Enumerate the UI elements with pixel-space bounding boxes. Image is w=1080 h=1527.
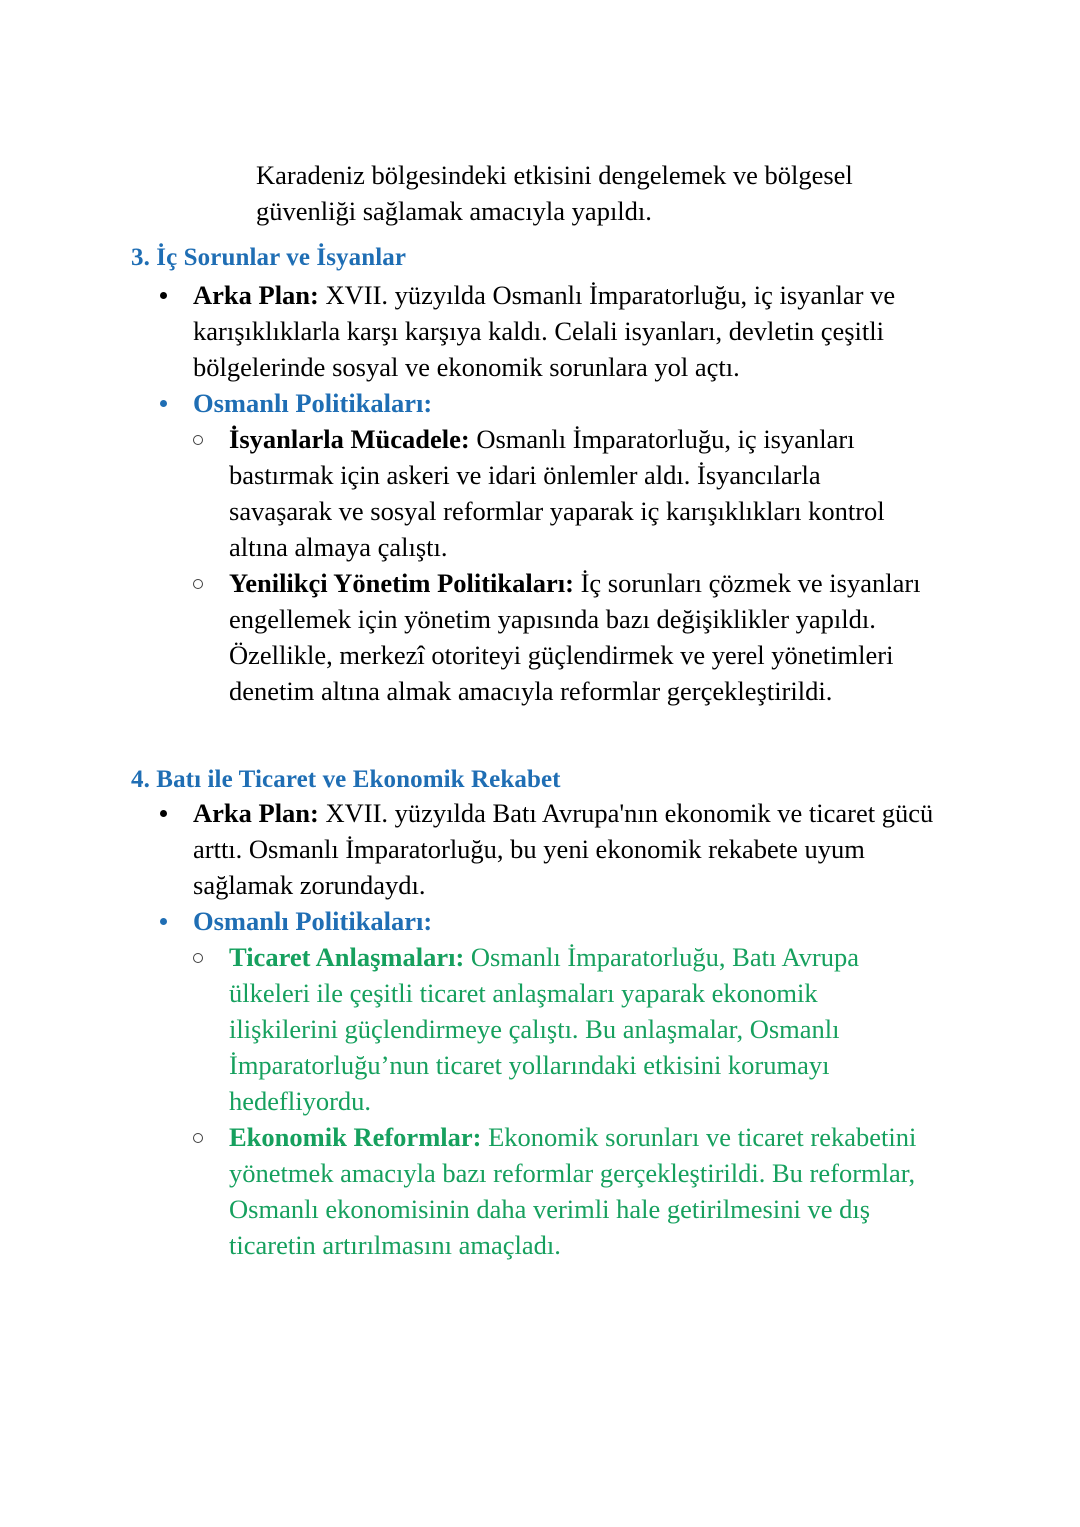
bullet-label: Arka Plan:	[193, 798, 319, 828]
section-heading-4: 4. Batı ile Ticaret ve Ekonomik Rekabet	[131, 765, 561, 793]
section-4-content	[160, 795, 960, 1263]
list-item	[193, 421, 928, 565]
sub-bullet-text: Ekonomik sorunları ve ticaret rekabetini yönetmek amacıyla bazı reformlar gerçekleştirildi. Bu reformlar, Osmanlı ekonomisinin daha verimli hale getirilmesini ve dış ticaretin artırılmasını amaçladı.	[229, 1122, 917, 1260]
sub-bullet-circle-icon	[193, 939, 215, 975]
list-item	[160, 385, 950, 709]
section-heading-3: 3. İç Sorunlar ve İsyanlar	[131, 243, 407, 271]
bullet-text: XVII. yüzyılda Batı Avrupa'nın ekonomik ve ticaret gücü arttı. Osmanlı İmparatorluğu, bu yeni ekonomik rekabete uyum sağlamak zorundaydı.	[193, 798, 934, 900]
sub-bullet-circle-icon	[193, 1119, 215, 1155]
list-item	[160, 277, 950, 385]
section-3-content	[160, 277, 950, 709]
bullet-label: Arka Plan:	[193, 280, 319, 310]
bullet-dot-icon	[160, 385, 180, 421]
section-3-sub-list	[193, 421, 928, 709]
section-4-bullet-list	[160, 795, 950, 1263]
sub-bullet-text: Osmanlı İmparatorluğu, iç isyanları bastırmak için askeri ve idari önlemler aldı. İsyancılarla savaşarak ve sosyal reformlar yaparak iç karışıklıkları kontrol altına almaya çalıştı.	[229, 424, 885, 562]
list-item	[193, 1119, 928, 1263]
section-3-bullet-list	[160, 277, 950, 709]
section-4-sub-list	[193, 939, 928, 1263]
bullet-text: XVII. yüzyılda Osmanlı İmparatorluğu, iç isyanlar ve karışıklıklarla karşı karşıya kaldı. Celali isyanları, devletin çeşitli bölgelerinde sosyal ve ekonomik sorunlara yol açtı.	[193, 280, 896, 382]
list-item	[160, 903, 950, 1263]
bullet-dot-icon	[160, 903, 180, 939]
bullet-label: Osmanlı Politikaları:	[193, 906, 433, 936]
sub-bullet-label: Yenilikçi Yönetim Politikaları:	[229, 568, 574, 598]
sub-bullet-text: Osmanlı İmparatorluğu, Batı Avrupa ülkeleri ile çeşitli ticaret anlaşmaları yaparak ekonomik ilişkilerini güçlendirmeye çalıştı. Bu anlaşmalar, Osmanlı İmparatorluğu’nun ticaret yollarındaki etkisini korumayı hedefliyordu.	[229, 942, 860, 1116]
list-item	[160, 795, 950, 903]
bullet-label: Osmanlı Politikaları:	[193, 388, 433, 418]
bullet-dot-icon	[160, 795, 180, 831]
sub-bullet-label: İsyanlarla Mücadele:	[229, 424, 470, 454]
bullet-dot-icon	[160, 277, 180, 313]
list-item	[193, 565, 928, 709]
sub-bullet-label: Ticaret Anlaşmaları:	[229, 942, 465, 972]
intro-paragraph: Karadeniz bölgesindeki etkisini dengelemek ve bölgesel güvenliği sağlamak amacıyla yapıldı.	[256, 159, 853, 226]
sub-bullet-label: Ekonomik Reformlar:	[229, 1122, 482, 1152]
sub-bullet-circle-icon	[193, 565, 215, 601]
sub-bullet-text: İç sorunları çözmek ve isyanları engellemek için yönetim yapısında bazı değişiklikler yapıldı. Özellikle, merkezî otoriteyi güçlendirmek ve yerel yönetimleri denetim altına almak amacıyla reformlar gerçekleştirildi.	[229, 568, 921, 706]
list-item	[193, 939, 928, 1119]
sub-bullet-circle-icon	[193, 421, 215, 457]
